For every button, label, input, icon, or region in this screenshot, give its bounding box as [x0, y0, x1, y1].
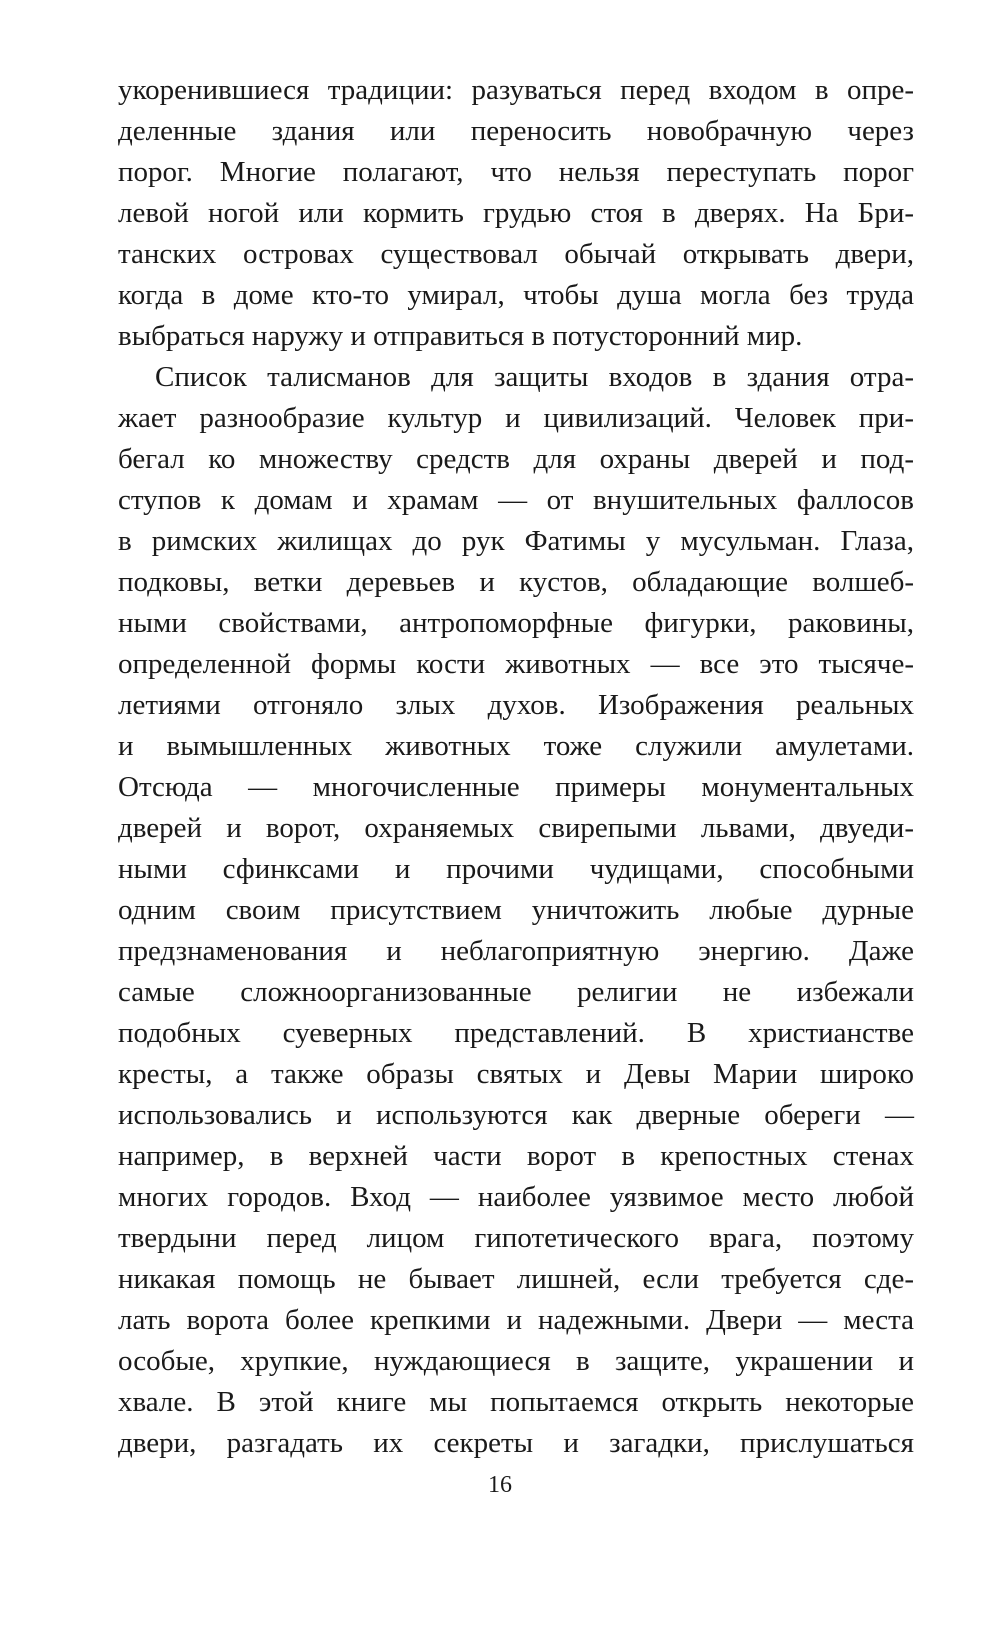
body-text [118, 70, 914, 1464]
text-line: подобных суеверных представлений. В христианстве [118, 1017, 914, 1049]
text-line: и вымышленных животных тоже служили амулетами. [118, 730, 914, 762]
text-line: бегал ко множеству средств для охраны дверей и под- [118, 443, 914, 475]
text-line: двери, разгадать их секреты и загадки, прислушаться [118, 1427, 914, 1459]
text-line: танских островах существовал обычай открывать двери, [118, 238, 914, 270]
text-line: использовались и используются как дверные обереги — [118, 1099, 914, 1131]
text-line: твердыни перед лицом гипотетического врага, поэтому [118, 1222, 914, 1254]
text-line: например, в верхней части ворот в крепостных стенах [118, 1140, 914, 1172]
page-number: 16 [488, 1472, 512, 1498]
text-line: лать ворота более крепкими и надежными. Двери — места [118, 1304, 914, 1336]
text-line: ступов к домам и храмам — от внушительных фаллосов [118, 484, 914, 516]
text-line: многих городов. Вход — наиболее уязвимое место любой [118, 1181, 914, 1213]
text-line: выбраться наружу и отправиться в потусторонний мир. [118, 320, 803, 352]
text-line: особые, хрупкие, нуждающиеся в защите, украшении и [118, 1345, 914, 1377]
text-line: никакая помощь не бывает лишней, если требуется сде- [118, 1263, 914, 1295]
text-line: ными сфинксами и прочими чудищами, способными [118, 853, 914, 885]
text-line: Список талисманов для защиты входов в здания отра- [155, 361, 914, 393]
text-line: самые сложноорганизованные религии не избежали [118, 976, 914, 1008]
text-line: кресты, а также образы святых и Девы Марии широко [118, 1058, 914, 1090]
text-line: ными свойствами, антропоморфные фигурки, раковины, [118, 607, 914, 639]
text-line: предзнаменования и неблагоприятную энергию. Даже [118, 935, 914, 967]
text-line: Отсюда — многочисленные примеры монументальных [118, 771, 914, 803]
text-line: укоренившиеся традиции: разуваться перед входом в опре- [118, 74, 914, 106]
text-line: летиями отгоняло злых духов. Изображения реальных [118, 689, 914, 721]
text-line: деленные здания или переносить новобрачную через [118, 115, 914, 147]
text-line: жает разнообразие культур и цивилизаций. Человек при- [118, 402, 914, 434]
text-line: в римских жилищах до рук Фатимы у мусульман. Глаза, [118, 525, 914, 557]
text-line: одним своим присутствием уничтожить любые дурные [118, 894, 914, 926]
text-line: дверей и ворот, охраняемых свирепыми львами, двуеди- [118, 812, 914, 844]
text-line: хвале. В этой книге мы попытаемся открыть некоторые [118, 1386, 914, 1418]
text-line: порог. Многие полагают, что нельзя переступать порог [118, 156, 914, 188]
text-line: когда в доме кто-то умирал, чтобы душа могла без труда [118, 279, 914, 311]
text-line: определенной формы кости животных — все это тысяче- [118, 648, 914, 680]
text-line: подковы, ветки деревьев и кустов, обладающие волшеб- [118, 566, 914, 598]
text-line: левой ногой или кормить грудью стоя в дверях. На Бри- [118, 197, 914, 229]
